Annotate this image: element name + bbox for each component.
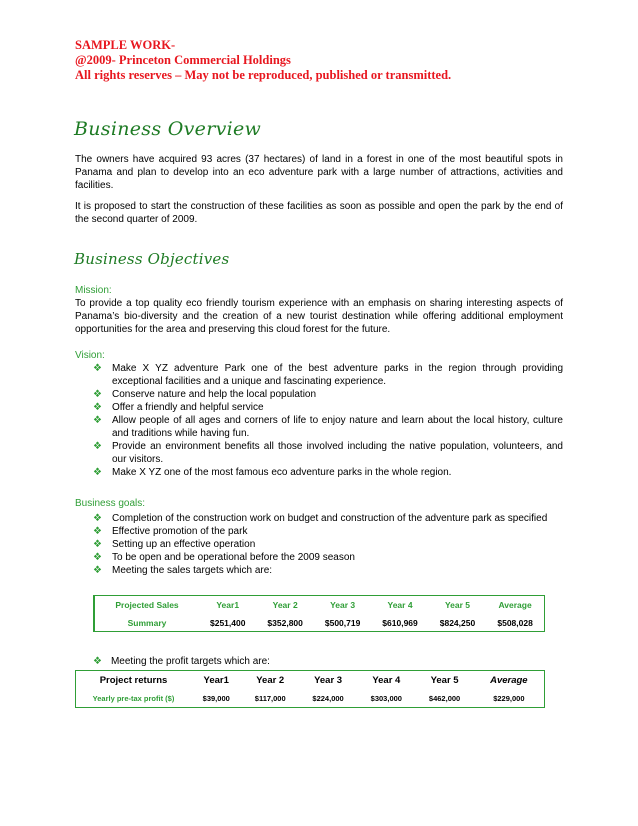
table-cell: $500,719 (324, 617, 361, 628)
copyright-header (75, 38, 575, 83)
list-item: ❖ Allow people of all ages and corners of life to enjoy nature and learn about the local history, culture and traditions while having fun. (93, 415, 563, 439)
table-cell: Summary (127, 617, 167, 628)
table-header-cell: Project returns (99, 674, 168, 686)
table-header-cell: Year 5 (430, 674, 459, 686)
list-item: ❖ Conserve nature and help the local population (93, 389, 317, 400)
diamond-bullet-icon: ❖ (93, 513, 102, 524)
table-header-cell: Year 2 (256, 674, 285, 686)
table-header-cell: Projected Sales (115, 600, 179, 610)
goals-list (93, 512, 563, 577)
table-header-cell: Year 2 (272, 600, 298, 610)
diamond-bullet-icon: ❖ (93, 402, 102, 413)
business-objectives-heading: Business Objectives (74, 250, 230, 268)
table-header-cell: Year 4 (387, 600, 413, 610)
mission-label: Mission: (75, 285, 112, 296)
list-item: ❖ Provide an environment benefits all those involved including the native population, volunteers, and our visitors. (93, 441, 563, 465)
projected-sales-table (93, 595, 545, 632)
table-cell: $224,000 (312, 693, 344, 703)
diamond-bullet-icon: ❖ (93, 656, 102, 667)
table-header-cell: Year 3 (330, 600, 356, 610)
vision-label: Vision: (75, 350, 105, 361)
table-cell: $610,969 (382, 617, 418, 628)
table-header-row (76, 671, 545, 690)
overview-paragraph-1: The owners have acquired 93 acres (37 hectares) of land in a forest in one of the most beautiful spots in Panama and plan to develop into an eco adventure park with a large number of attractions, activities and facilities. (75, 154, 563, 191)
table-cell: $303,000 (370, 693, 402, 703)
table-header-cell: Year1 (216, 600, 240, 610)
header-line-1: SAMPLE WORK- (75, 38, 176, 52)
table-cell: $117,000 (254, 693, 286, 703)
profit-targets-item: ❖ Meeting the profit targets which are: (93, 656, 270, 667)
header-line-3: All rights reserves – May not be reproduced, published or transmitted. (75, 68, 452, 82)
diamond-bullet-icon: ❖ (93, 539, 102, 550)
table-row (94, 614, 545, 632)
list-item: ❖ Make X YZ one of the most famous eco adventure parks in the whole region. (93, 467, 452, 478)
list-item: ❖ Offer a friendly and helpful service (93, 402, 264, 413)
table-cell: $251,400 (209, 617, 246, 628)
goals-label: Business goals: (75, 498, 146, 509)
diamond-bullet-icon: ❖ (93, 526, 102, 537)
table-header-cell: Year 5 (444, 600, 470, 610)
diamond-bullet-icon: ❖ (93, 389, 102, 400)
table-header-row (94, 596, 545, 615)
table-header-cell: Year1 (203, 674, 229, 686)
table-cell: Yearly pre-tax profit ($) (92, 693, 175, 703)
overview-paragraph-2: It is proposed to start the construction of these facilities as soon as possible and open the park by the end of the second quarter of 2009. (75, 201, 563, 225)
table-cell: $462,000 (428, 693, 461, 703)
list-item: ❖ Make X YZ adventure Park one of the best adventure parks in the region through providing exceptional facilities and a unique and fascinating experience. (93, 363, 563, 387)
mission-text: To provide a top quality eco friendly tourism experience with an emphasis on sharing interesting aspects of Panama’s bio-diversity and the creation of a new tourist destination while offering additional employment opportunities for the area and preserving this cloud forest for the future. (75, 298, 563, 335)
diamond-bullet-icon: ❖ (93, 415, 102, 426)
list-item: ❖ Effective promotion of the park (93, 526, 248, 537)
table-cell: $824,250 (439, 617, 476, 628)
header-line-2: @2009- Princeton Commercial Holdings (75, 53, 291, 67)
table-header-cell: Year 4 (372, 674, 401, 686)
table-row (76, 689, 545, 708)
diamond-bullet-icon: ❖ (93, 363, 102, 374)
diamond-bullet-icon: ❖ (93, 441, 102, 452)
table-header-cell: Average (498, 600, 532, 610)
table-cell: $508,028 (497, 617, 533, 628)
diamond-bullet-icon: ❖ (93, 467, 102, 478)
table-header-cell: Average (490, 674, 528, 686)
table-cell: $229,000 (493, 693, 525, 703)
business-overview-heading: Business Overview (74, 118, 262, 140)
diamond-bullet-icon: ❖ (93, 552, 102, 563)
list-item: ❖ Setting up an effective operation (93, 539, 256, 550)
list-item: ❖ Meeting the sales targets which are: (93, 565, 273, 576)
vision-list (93, 362, 563, 479)
project-returns-table (75, 670, 545, 708)
diamond-bullet-icon: ❖ (93, 565, 102, 576)
table-cell: $39,000 (202, 693, 230, 703)
table-cell: $352,800 (267, 617, 303, 628)
list-item: ❖ Completion of the construction work on budget and construction of the adventure park as specified (93, 513, 548, 524)
list-item: ❖ To be open and be operational before the 2009 season (93, 552, 355, 563)
table-header-cell: Year 3 (314, 674, 343, 686)
